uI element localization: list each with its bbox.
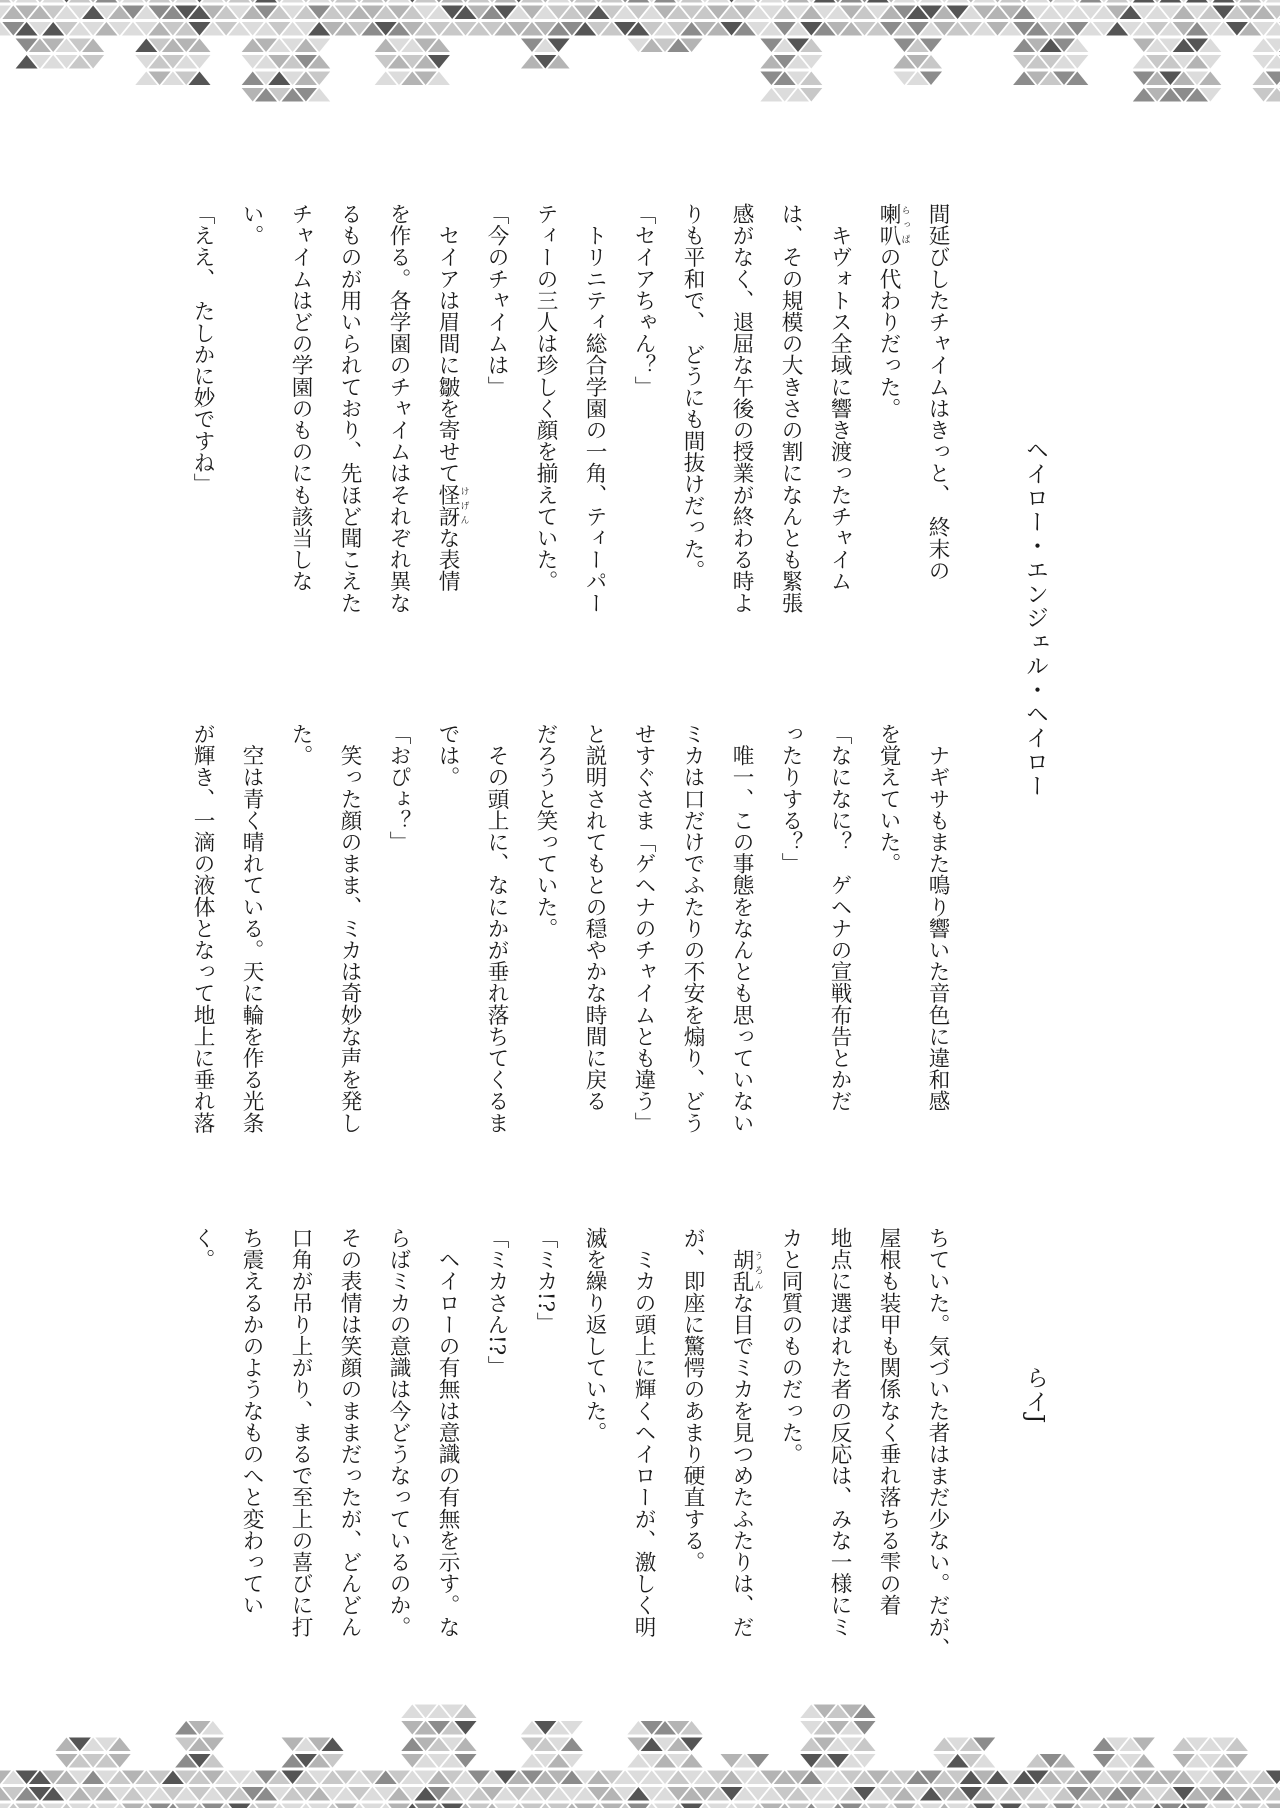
text-tier-3 — [178, 1227, 962, 1667]
text-segment: トリニティ総合学園の一角、ティーパー — [582, 203, 607, 614]
text-segment: を作る。各学園のチャイムはそれぞれ異な — [386, 203, 411, 614]
pattern-triangle — [42, 0, 64, 3]
text-column — [472, 203, 521, 643]
text-segment: 「ミカ!?」 — [533, 1227, 558, 1334]
pattern-triangle — [1000, 0, 1022, 3]
text-segment: な目でミカを見つめたふたりは、だ — [729, 1291, 754, 1638]
text-column — [374, 723, 423, 1163]
pattern-triangle — [361, 1804, 383, 1808]
text-segment: 笑った顔のまま、ミカは奇妙な声を発し — [337, 723, 362, 1134]
text-segment: ち震えるかのようなものへと変わってい — [239, 1227, 264, 1616]
text-column — [178, 723, 227, 1163]
text-column — [521, 723, 570, 1163]
pattern-triangle — [282, 1804, 304, 1808]
text-column — [766, 723, 815, 1163]
triangle-pattern-bottom — [0, 1688, 1280, 1808]
text-segment: ティーの三人は珍しく顔を揃えていた。 — [533, 203, 558, 592]
text-column — [472, 1227, 521, 1667]
pattern-triangle — [548, 1804, 570, 1808]
text-column — [570, 723, 619, 1163]
pattern-triangle — [1106, 0, 1128, 3]
pattern-triangle — [893, 0, 915, 3]
pattern-triangle — [255, 0, 277, 3]
pattern-triangle — [1186, 1804, 1208, 1808]
pattern-triangle — [255, 1804, 277, 1808]
text-column — [325, 723, 374, 1163]
text-segment: が輝き、一滴の液体となって地上に垂れ落 — [190, 723, 215, 1134]
pattern-triangle — [760, 0, 782, 3]
pattern-triangle — [1026, 1804, 1048, 1808]
pattern-triangle — [1133, 1804, 1155, 1808]
text-segment: 唯一、この事態をなんとも思っていない — [729, 723, 754, 1134]
pattern-triangle — [308, 1804, 330, 1808]
text-segment: の代わりだった。 — [876, 246, 901, 420]
pattern-triangle — [1186, 0, 1208, 3]
ruby-reading: らっぱ — [899, 203, 910, 247]
ruby-base: 喇叭 — [876, 203, 901, 247]
pattern-triangle — [681, 1804, 703, 1808]
pattern-triangle — [1026, 0, 1048, 3]
pattern-triangle — [1053, 1804, 1075, 1808]
pattern-triangle — [681, 0, 703, 3]
text-segment: ミカは口だけでふたりの不安を煽り、どう — [680, 723, 705, 1134]
text-segment: ったりする？」 — [778, 723, 803, 875]
pattern-triangle — [840, 1804, 862, 1808]
pattern-triangle — [361, 0, 383, 3]
pattern-triangle — [1159, 0, 1181, 3]
text-column — [521, 1227, 570, 1667]
pattern-triangle — [1053, 0, 1075, 3]
ruby-base: 胡乱 — [729, 1248, 754, 1292]
text-column — [619, 203, 668, 643]
pattern-triangle — [947, 0, 969, 3]
text-segment: らばミカの意識は今どうなっているのか。 — [386, 1227, 411, 1638]
text-column — [227, 203, 276, 643]
text-column — [815, 723, 864, 1163]
text-tier-2 — [178, 723, 962, 1163]
text-column — [276, 203, 325, 643]
text-column — [913, 203, 962, 643]
text-column — [766, 1227, 815, 1667]
pattern-triangle — [574, 1804, 596, 1808]
pattern-triangle — [1213, 1804, 1235, 1808]
pattern-triangle — [521, 0, 543, 3]
pattern-triangle — [601, 0, 623, 3]
text-segment: チャイムはどの学園のものにも該当しな — [288, 203, 313, 592]
pattern-triangle — [893, 1804, 915, 1808]
pattern-triangle — [69, 1804, 91, 1808]
text-segment: を覚えていた。 — [876, 723, 901, 875]
pattern-triangle — [388, 1804, 410, 1808]
text-segment: せすぐさま「ゲヘナのチャイムとも違う」 — [631, 723, 656, 1134]
text-segment: と説明されてもとの穏やかな時間に戻る — [582, 723, 607, 1112]
pattern-triangle — [920, 1804, 942, 1808]
text-segment: 「なになに？ ゲヘナの宣戦布告とかだ — [827, 723, 852, 1112]
text-segment: が、即座に驚愕のあまり硬直する。 — [680, 1227, 705, 1573]
pattern-triangle — [707, 0, 729, 3]
pattern-triangle — [494, 1804, 516, 1808]
pattern-triangle — [548, 0, 570, 3]
pattern-triangle — [468, 0, 490, 3]
pattern-triangle — [441, 0, 463, 3]
text-column — [668, 203, 717, 643]
text-column — [717, 723, 766, 1163]
text-column — [227, 1227, 276, 1667]
pattern-triangle — [734, 1804, 756, 1808]
pattern-triangle — [1106, 1804, 1128, 1808]
pattern-triangle — [175, 1804, 197, 1808]
pattern-triangle — [1080, 1804, 1102, 1808]
text-column — [668, 1227, 717, 1667]
text-column — [619, 1227, 668, 1667]
text-column — [570, 203, 619, 643]
pattern-triangle — [1213, 0, 1235, 3]
pattern-triangle — [69, 0, 91, 3]
pattern-triangle — [973, 0, 995, 3]
pattern-triangle — [468, 1804, 490, 1808]
text-segment: は、その規模の大きさの割になんとも緊張 — [778, 203, 803, 614]
pattern-triangle — [308, 0, 330, 3]
pattern-triangle — [494, 0, 516, 3]
text-tier-1 — [178, 203, 962, 643]
pattern-triangle — [867, 0, 889, 3]
text-column — [864, 723, 913, 1163]
text-segment: その表情は笑顔のままだったが、どんどん — [337, 1227, 362, 1638]
pattern-triangle — [95, 0, 117, 3]
pattern-triangle — [521, 1804, 543, 1808]
pattern-triangle — [149, 0, 171, 3]
text-segment: 口角が吊り上がり、まるで至上の喜びに打 — [288, 1227, 313, 1638]
text-column — [864, 1227, 913, 1667]
text-column — [619, 723, 668, 1163]
pattern-triangle — [228, 0, 250, 3]
text-column — [913, 723, 962, 1163]
pattern-triangle — [707, 1804, 729, 1808]
pattern-triangle — [175, 0, 197, 3]
pattern-triangle — [1159, 1804, 1181, 1808]
pattern-triangle — [601, 1804, 623, 1808]
text-column — [276, 723, 325, 1163]
text-column — [717, 1227, 766, 1667]
text-segment: ナギサもまた鳴り響いた音色に違和感 — [925, 723, 950, 1112]
text-segment: ちていた。気づいた者はまだ少ない。だが、 — [925, 1227, 950, 1659]
pattern-triangle — [149, 1804, 171, 1808]
text-column — [570, 1227, 619, 1667]
pattern-triangle — [734, 0, 756, 3]
pattern-triangle — [654, 1804, 676, 1808]
pattern-triangle — [787, 1804, 809, 1808]
pattern-triangle — [1266, 0, 1280, 3]
ruby-word — [729, 1248, 763, 1292]
pattern-triangle — [16, 1804, 38, 1808]
pattern-triangle — [0, 1804, 11, 1808]
text-column — [423, 1227, 472, 1667]
pattern-triangle — [1000, 1804, 1022, 1808]
text-segment: キヴォトス全域に響き渡ったチャイム — [827, 203, 852, 592]
text-segment: カと同質のものだった。 — [778, 1227, 803, 1465]
pattern-triangle — [335, 1804, 357, 1808]
pattern-triangle — [388, 0, 410, 3]
pattern-triangle — [1080, 0, 1102, 3]
pattern-triangle — [202, 1804, 224, 1808]
pattern-triangle — [627, 0, 649, 3]
text-column — [325, 1227, 374, 1667]
text-segment: 「セイアちゃん？」 — [631, 203, 656, 398]
pattern-triangle — [814, 1804, 836, 1808]
pattern-triangle — [1133, 0, 1155, 3]
pattern-triangle — [95, 1804, 117, 1808]
triangle-pattern-top — [0, 0, 1280, 120]
text-column — [668, 723, 717, 1163]
text-column — [423, 723, 472, 1163]
text-column — [374, 1227, 423, 1667]
author-name: らイJ — [1022, 1366, 1048, 1425]
pattern-triangle — [574, 0, 596, 3]
pattern-triangle — [1239, 0, 1261, 3]
ruby-base: 怪訝 — [435, 483, 460, 528]
pattern-triangle — [0, 0, 11, 3]
text-segment: 「ミカさん!?」 — [484, 1227, 509, 1377]
text-segment: ヘイローの有無は意識の有無を示す。な — [435, 1227, 460, 1638]
text-column — [815, 203, 864, 643]
pattern-triangle — [42, 1804, 64, 1808]
pattern-triangle — [787, 0, 809, 3]
pattern-triangle — [228, 1804, 250, 1808]
pattern-triangle — [335, 0, 357, 3]
pattern-triangle — [627, 1804, 649, 1808]
text-segment: その頭上に、なにかが垂れ落ちてくるま — [484, 723, 509, 1134]
text-column — [521, 203, 570, 643]
pattern-triangle — [122, 1804, 144, 1808]
pattern-triangle — [122, 0, 144, 3]
text-segment: く。 — [190, 1227, 215, 1271]
text-segment: 地点に選ばれた者の反応は、みな一様にミ — [827, 1227, 852, 1638]
pattern-triangle — [16, 0, 38, 3]
pattern-triangle — [282, 0, 304, 3]
text-segment: い。 — [239, 203, 264, 247]
pattern-triangle — [1266, 1804, 1280, 1808]
text-column — [374, 203, 423, 643]
ruby-reading: うろん — [752, 1248, 763, 1292]
text-column — [178, 203, 227, 643]
text-segment: ミカの頭上に輝くヘイローが、激しく明 — [631, 1227, 656, 1638]
text-segment: るものが用いられており、先ほど聞こえた — [337, 203, 362, 614]
text-column — [815, 1227, 864, 1667]
pattern-triangle — [840, 0, 862, 3]
text-segment: 「おぴょ？」 — [386, 723, 411, 853]
text-segment: 「ええ、 たしかに妙ですね」 — [190, 203, 215, 495]
text-column — [227, 723, 276, 1163]
pattern-triangle — [415, 1804, 437, 1808]
pattern-triangle — [947, 1804, 969, 1808]
text-segment: 感がなく、退屈な午後の授業が終わる時よ — [729, 203, 754, 614]
text-segment: 間延びしたチャイムはきっと、 終末の — [925, 203, 950, 581]
text-column — [423, 203, 472, 643]
text-column — [325, 203, 374, 643]
text-segment: だろうと笑っていた。 — [533, 723, 558, 939]
pattern-triangle — [973, 1804, 995, 1808]
pattern-triangle — [814, 0, 836, 3]
text-segment: セイアは眉間に皺を寄せて — [435, 203, 460, 484]
pattern-triangle — [920, 0, 942, 3]
pattern-triangle — [1239, 1804, 1261, 1808]
text-column — [472, 723, 521, 1163]
pattern-triangle — [441, 1804, 463, 1808]
text-column — [766, 203, 815, 643]
text-column — [717, 203, 766, 643]
pattern-triangle — [654, 0, 676, 3]
ruby-word — [876, 203, 910, 247]
text-segment: 「今のチャイムは」 — [484, 203, 509, 398]
text-segment: 滅を繰り返していた。 — [582, 1227, 607, 1443]
pattern-triangle — [415, 0, 437, 3]
pattern-triangle — [867, 1804, 889, 1808]
text-segment: では。 — [435, 723, 460, 788]
story-title: ヘイロー・エンジェル・ヘイロー — [1022, 438, 1048, 798]
ruby-word — [435, 483, 469, 528]
text-segment: た。 — [288, 723, 313, 767]
text-segment: 空は青く晴れている。天に輪を作る光条 — [239, 723, 264, 1134]
text-segment: な表情 — [435, 527, 460, 592]
text-column — [913, 1227, 962, 1667]
text-segment — [729, 1227, 754, 1249]
text-segment: 屋根も装甲も関係なく垂れ落ちる雫の着 — [876, 1227, 901, 1616]
pattern-triangle — [202, 0, 224, 3]
pattern-triangle — [760, 1804, 782, 1808]
ruby-reading: けげん — [458, 483, 469, 527]
text-column — [864, 203, 913, 643]
text-column — [178, 1227, 227, 1667]
text-column — [276, 1227, 325, 1667]
text-segment: りも平和で、 どうにも間抜けだった。 — [680, 203, 705, 581]
